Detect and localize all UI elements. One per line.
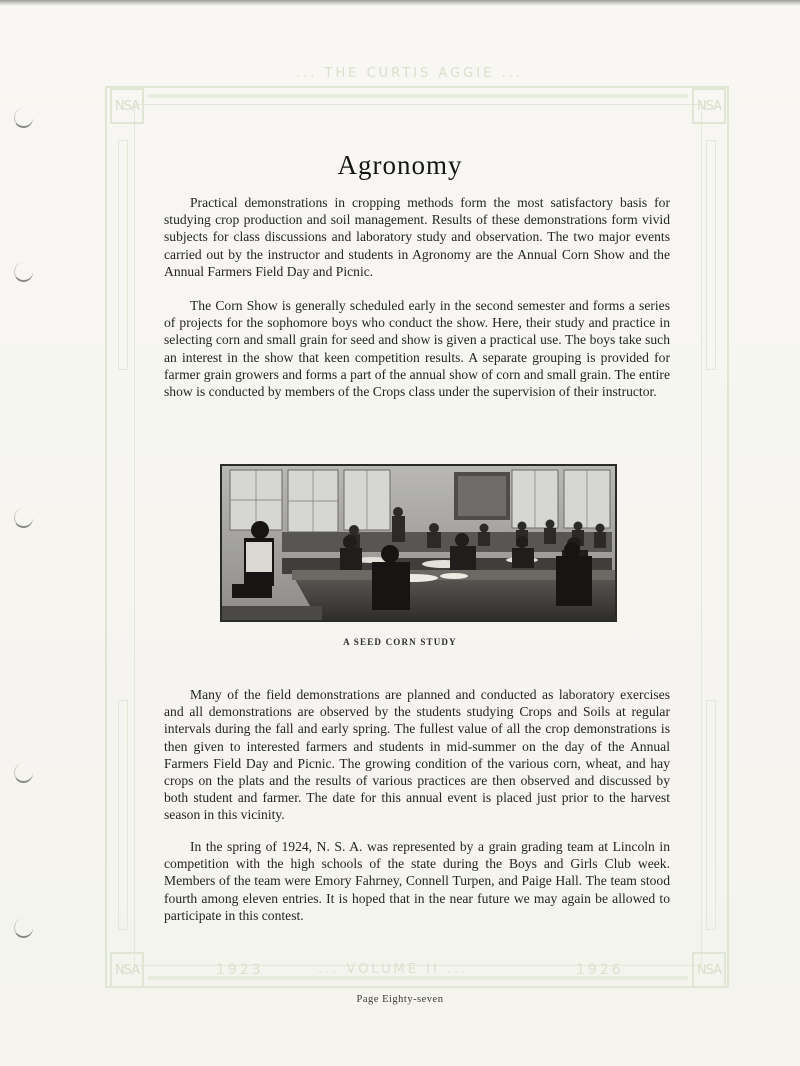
seed-corn-study-photo xyxy=(220,464,617,622)
nsa-emblem-bottom-left: NSA xyxy=(110,952,144,988)
paragraph: In the spring of 1924, N. S. A. was represented by a grain grading team at Lincoln in competition with the high schools of the state during the Boys and Girls Club week. Members of the team were Emory Fahrney, Connell Turpen, and Paige Hall. The team stood fourth among eleven entries. It is hoped that in the near future we may again be allowed to participate in this contest. xyxy=(164,839,670,923)
frame-left-rail xyxy=(118,700,128,930)
photo-caption: A SEED CORN STUDY xyxy=(343,637,457,647)
paragraph: Many of the field demonstrations are planned and conducted as laboratory exercises and all demonstrations are observed by the students studying Crops and Soils at regular intervals during the fall and early spring. The fullest value of all the crop demonstrations is then given to interested farmers and students in mid-summer on the day of the Annual Farmers Field Day and Picnic. The growing condition of the various corn, wheat, and hay crops on the plats and the results of various practices are then observed and discussed by both student and farmer. The date for this annual event is placed just prior to the harvest season in this vicinity. xyxy=(164,687,670,823)
paragraph: The Corn Show is generally scheduled early in the second semester and forms a series of projects for the sophomore boys who conduct the show. Here, their study and practice in selecting corn and small grain for seed and show is given a practical use. The boys take such an interest in the show that keen competition results. A separate grouping is provided for farmer grain growers and forms a part of the annual show of corn and small grain. The entire show is conducted by members of the Crops class under the supervision of their instructor. xyxy=(164,298,670,400)
frame-right-rail xyxy=(706,700,716,930)
frame-top-bar xyxy=(148,94,688,98)
page-number: Page Eighty-seven xyxy=(356,994,444,1005)
page-top-edge xyxy=(0,0,800,6)
nsa-emblem-top-left: NSA xyxy=(110,88,144,124)
binder-hole xyxy=(14,763,33,783)
classroom-photo-illustration xyxy=(222,466,615,620)
binder-hole xyxy=(14,108,33,128)
binder-hole xyxy=(14,918,33,938)
page-title: Agronomy xyxy=(337,150,463,180)
footer-year-right: 1926 xyxy=(576,962,624,978)
nsa-emblem-top-right: NSA xyxy=(692,88,726,124)
binder-hole xyxy=(14,262,33,282)
footer-year-left: 1923 xyxy=(216,962,264,978)
paragraph: Practical demonstrations in cropping methods form the most satisfactory basis for studying crop production and soil management. Results of these demonstrations form vivid subjects for class discussions and laboratory study and observation. The two major events carried out by the instructor and students in Agronomy are the Annual Corn Show and the Annual Farmers Field Day and Picnic. xyxy=(164,195,670,279)
footer-volume: ... VOLUME II ... xyxy=(318,962,469,977)
binder-hole xyxy=(14,508,33,528)
running-header: ... THE CURTIS AGGIE ... xyxy=(296,66,523,81)
nsa-emblem-bottom-right: NSA xyxy=(692,952,726,988)
